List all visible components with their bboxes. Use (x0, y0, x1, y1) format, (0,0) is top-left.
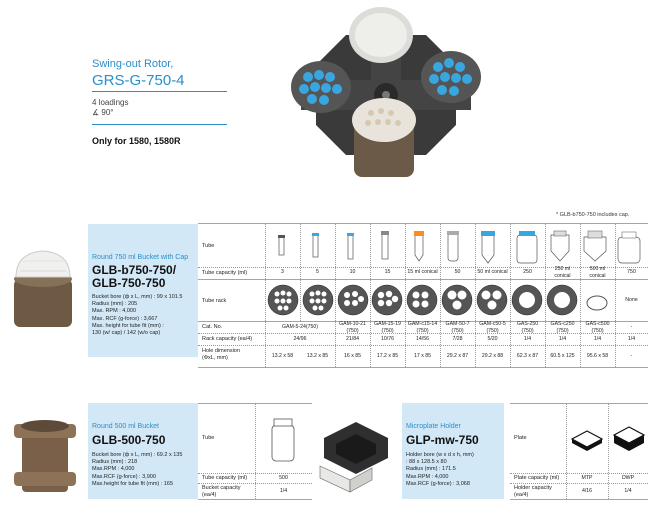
spec-line: Holder bore (w x d x h, mm) (406, 452, 474, 458)
row-label-cat: Cat. No. (202, 324, 223, 330)
rack-gas-c500-icon (587, 296, 607, 310)
capacity-cell: 15 (384, 269, 391, 275)
tube-icons-row (265, 227, 648, 267)
header-divider-2 (92, 124, 227, 125)
rack-capacity-cell: 1/4 (558, 336, 567, 342)
cat-no-cell: GAM-5-24(750) (281, 324, 319, 330)
cat-no-cell: GAS-c500 (750) (585, 321, 610, 334)
header-divider (92, 91, 227, 92)
tube-15ml-icon (381, 231, 389, 259)
plate-name-cell: MTP (581, 475, 593, 481)
hole-cell: 29.2 x 87 (446, 353, 469, 359)
tube-3ml-icon (278, 235, 285, 255)
row-label-tube: Tube (202, 435, 215, 441)
spec-line: Max. RCF (g-force) : 3,667 (92, 315, 158, 322)
tube-5ml-icon (312, 233, 319, 257)
compatibility-note: Only for 1580, 1580R (92, 136, 181, 146)
cat-no-cell: GAM-10-21 (750) (339, 321, 366, 334)
hole-cell: 17.2 x 85 (376, 353, 399, 359)
hole-cell: 60.5 x 125 (550, 353, 575, 359)
bottle-750-icon (618, 232, 640, 263)
rack-none-cell: None (625, 297, 638, 303)
hole-cell: 17 x 85 (413, 353, 432, 359)
plate-holder-image (316, 414, 396, 496)
spec-line: Max.RPM : 4,000 (406, 473, 449, 480)
capacity-cell: 50 (454, 269, 461, 275)
rack-capacity-cell: 24/96 (293, 336, 307, 342)
rack-capacity-cell: 10/76 (381, 336, 394, 342)
tube-50ml-conical-icon (481, 231, 495, 263)
rack-gam-c50-5-icon (477, 285, 507, 315)
capacity-cell: 250 ml conical (554, 266, 571, 279)
rack-gam-c15-14-icon (407, 285, 437, 315)
plate-holder-title: Microplate Holder (406, 423, 461, 430)
holder-capacity-cell: 4/16 (581, 488, 593, 494)
bucket-750-model-2: GLB-750-750 (92, 276, 166, 290)
capacity-cell: 50 ml conical (477, 269, 508, 275)
hole-cell: 29.2 x 88 (481, 353, 504, 359)
rack-capacity-cell: 1/4 (627, 336, 636, 342)
hole-cell: 95.6 x 58 (586, 353, 609, 359)
spec-line: Max. RPM : 4,000 (92, 308, 137, 315)
hole-cell: 16 x 85 (343, 353, 362, 359)
bucket-750-image (2, 247, 84, 329)
spec-line: Max. height for tube fit (mm) : (92, 322, 164, 329)
compat-table-plate (510, 403, 648, 503)
row-label-plate: Plate (514, 435, 527, 441)
rotor-image (286, 5, 486, 185)
rack-icons-row (265, 281, 648, 319)
hole-cell: 62.3 x 87 (516, 353, 539, 359)
hole-cell: - (630, 353, 633, 359)
rotor-subtitle: Swing-out Rotor, (92, 58, 174, 70)
row-label-holder-capacity: Holder capacity (ea/4) (514, 485, 552, 498)
capacity-cell: 750 (627, 269, 636, 275)
plate-holder-panel (402, 403, 504, 499)
plate-holder-model: GLP-mw-750 (406, 433, 479, 447)
row-label-capacity: Tube capacity (ml) (202, 270, 248, 276)
spec-line: Max.RCF (g-force) : 3,900 (92, 473, 156, 480)
mtp-plate-icon (570, 427, 604, 451)
bucket-capacity-cell: 1/4 (279, 488, 288, 494)
angle-text: ∡ 90° (92, 108, 114, 117)
holder-capacity-cell: 1/4 (624, 488, 632, 494)
spec-line: Radius (mm) : 171.5 (406, 466, 456, 473)
capacity-cell: 500 ml conical (589, 266, 606, 279)
rack-capacity-cell: 1/4 (593, 336, 602, 342)
capacity-cell: 10 (349, 269, 356, 275)
rack-capacity-cell: 7/28 (452, 336, 463, 342)
capacity-cell: 250 (523, 269, 532, 275)
cat-no-cell: GAS-c250 (750) (550, 321, 575, 334)
bucket-750-specs (92, 294, 182, 337)
bucket-750-panel (88, 224, 198, 357)
hole-cell: 13.2 x 58 (271, 353, 294, 359)
compat-table-500 (198, 403, 312, 503)
bucket-500-model: GLB-500-750 (92, 433, 166, 447)
capacity-cell: 15 ml conical (407, 269, 438, 275)
rack-capacity-cell: 1/4 (523, 336, 532, 342)
rack-capacity-cell: 21/84 (346, 336, 359, 342)
row-label-plate-capacity: Plate capacity (ml) (514, 475, 560, 481)
bucket-500-image (4, 412, 86, 498)
row-label-capacity: Tube capacity (ml) (202, 475, 248, 481)
dwp-plate-icon (612, 425, 646, 453)
plate-holder-specs (406, 452, 474, 488)
row-label-rack-capacity: Rack capacity (ea/4) (202, 336, 253, 342)
spec-line: Max.height for tube fit (mm) : 165 (92, 480, 174, 487)
rack-capacity-cell: 5/20 (487, 336, 498, 342)
spec-line: 130 (w/ cap) / 142 (w/o cap) (92, 330, 161, 337)
rotor-model: GRS-G-750-4 (92, 72, 185, 89)
tube-15ml-conical-icon (414, 231, 424, 261)
row-label-hole: Hole dimension (ФxL, mm) (202, 348, 240, 361)
bottle-500-conical-icon (584, 231, 606, 261)
spec-line: Radius (mm) : 218 (92, 459, 138, 466)
bucket-750-title: Round 750 ml Bucket with Cap (92, 254, 189, 261)
cat-no-cell: GAM-c50-5 (750) (479, 321, 506, 334)
row-label-rack: Tube rack (202, 298, 227, 304)
bucket-500-title: Round 500 ml Bucket (92, 423, 159, 430)
spec-line: Bucket bore (ф x L, mm) : 99 x 101.5 (92, 294, 183, 300)
tube-50ml-icon (447, 231, 459, 261)
bottle-250-icon (517, 231, 537, 263)
compat-table-750 (198, 223, 648, 371)
row-label-bucket-capacity: Bucket capacity (ea/4) (202, 485, 241, 498)
cat-no-cell: - (630, 324, 633, 330)
cat-no-cell: GAM-50-7 (750) (445, 321, 470, 334)
bucket-750-model-1: GLB-b750-750/ (92, 263, 177, 277)
hole-cell: 13.2 x 85 (306, 353, 329, 359)
bucket-500-panel (88, 403, 198, 499)
cat-no-cell: GAS-250 (750) (516, 321, 539, 334)
cat-no-cell: GAM-c15-14 (750) (407, 321, 438, 334)
loadings-text: 4 loadings (92, 98, 129, 107)
bottle-500-icon (268, 417, 298, 463)
spec-line: Max.RCF (g-force) : 3,068 (406, 480, 470, 487)
bottle-250-conical-icon (551, 231, 569, 261)
tube-10ml-icon (347, 233, 354, 259)
capacity-cell: 500 (279, 475, 288, 481)
rack-gam-50-7-icon (442, 285, 472, 315)
bucket-500-specs (92, 452, 182, 488)
spec-line: Radius (mm) : 205 (92, 301, 138, 308)
rack-capacity-cell: 14/56 (416, 336, 429, 342)
plate-name-cell: DWP (621, 475, 635, 481)
cat-no-cell: GAM-15-19 (750) (374, 321, 401, 334)
spec-line: Bucket bore (ф x L, mm) : 69.2 x 135 (92, 452, 183, 458)
capacity-cell: 3 (281, 269, 284, 275)
capacity-cell: 5 (316, 269, 319, 275)
row-label-tube: Tube (202, 243, 215, 249)
spec-line: : 88 x 128.5 x 80 (406, 459, 447, 466)
footnote: * GLB-b750-750 includes cap. (556, 212, 630, 218)
spec-line: Max.RPM : 4,000 (92, 466, 135, 473)
